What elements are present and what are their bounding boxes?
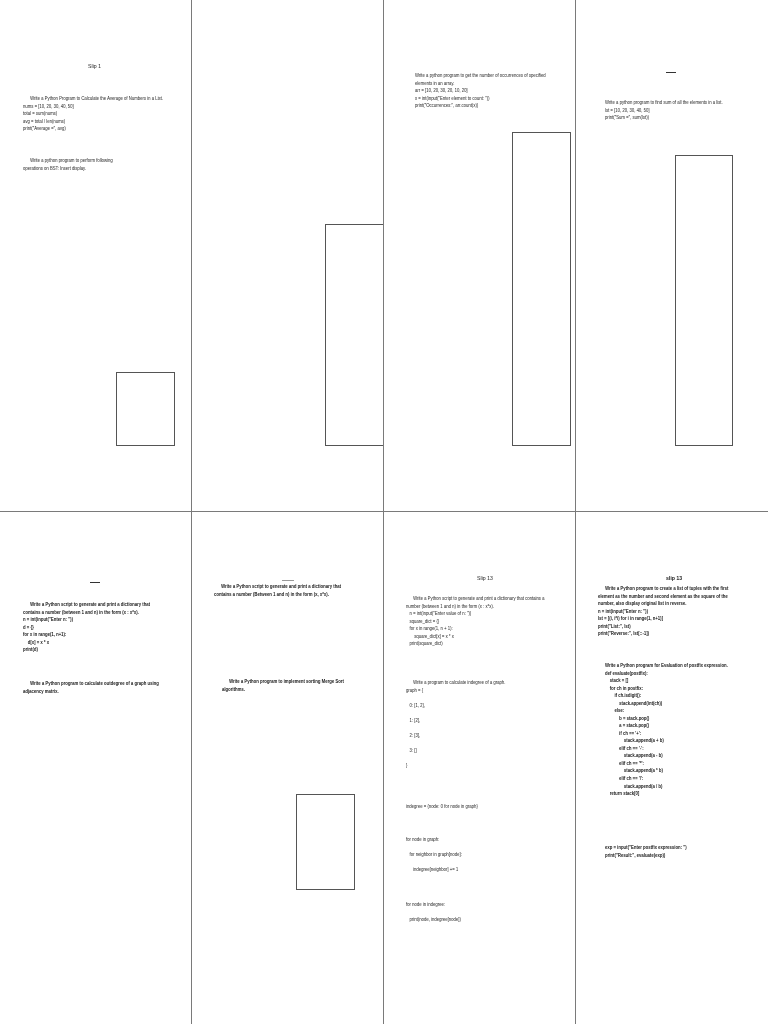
- question-block: Write a python program to perform following operations on BST: Insert display.: [23, 158, 113, 172]
- slip-page-8: [576, 512, 768, 1024]
- code-block: for node in graph: for neighbor in graph[node]: indegree[neighbor] += 1: [406, 837, 462, 874]
- slip-page-3: [384, 0, 576, 512]
- separator-dash: [90, 582, 100, 583]
- question-block: Write a Python program to implement sorting Merge Sort algorithms.: [222, 679, 344, 693]
- answer-box: [325, 224, 384, 446]
- page-title: Slip 1: [88, 64, 101, 70]
- slip-page-2: [192, 0, 384, 512]
- answer-box: [512, 132, 571, 446]
- slip-page-1: [0, 0, 192, 512]
- question-block: Write a Python program for Evaluation of postfix expression. def evaluate(postfix): stack = [] for ch in postfix: if ch.isdigit(): stack.append(int(ch)) else: b = stack.pop() a = stack.pop() if ch == '+': stack.append(a + b) elif ch == '-': stack.append(a - b) elif ch == '*': stack.append(a * b) elif ch == '/': stack.append(a / b) return stack[0]: [605, 663, 728, 798]
- question-block: Write a Python program to calculate outdegree of a graph using adjacency matrix.: [23, 681, 159, 695]
- slip-page-4: [576, 0, 768, 512]
- code-block: indegree = {node: 0 for node in graph}: [406, 804, 478, 810]
- question-block: Write a Python script to generate and print a dictionary that contains a number (between 1 and n) in the form (x : x*x). n = int(input("Enter n: ")) d = {} for x in range(1, n+1): d[x] = x * x print(d): [23, 602, 151, 654]
- question-block: Write a python program to find sum of all the elements in a list. lst = [10, 20, 30, 40, 50] print("Sum =", sum(lst)): [605, 100, 723, 122]
- page-title: Slip 13: [477, 576, 493, 582]
- slip-page-6: [192, 512, 384, 1024]
- separator-dash: [282, 580, 294, 581]
- question-block: Write a Python script to generate and print a dictionary that contains a number (Between 1 and n) in the form (x, x*x).: [214, 584, 342, 598]
- question-block: Write a python program to get the number of occurrences of specified elements in an array. arr = [10, 20, 30, 20, 10, 20] x = int(input("Enter element to count: ")) print("Occurrences:", arr.count(x)): [415, 73, 546, 110]
- question-block: Write a Python program to create a list of tuples with the first element as the number and second element as the square of the number, also display original list in reverse. n = int(input("Enter n: ")) lst = [(i, i*i) for i in range(1, n+1)] print("List:", lst) print("Reverse:", lst[::-1]): [598, 586, 729, 638]
- code-block: for node in indegree: print(node, indegree[node]): [406, 902, 461, 924]
- separator-dash: [666, 72, 676, 73]
- page-title: slip 13: [666, 576, 683, 582]
- question-block: Write a Python Program to Calculate the Average of Numbers in a List. nums = [10, 20, 30, 40, 50] total = sum(nums) avg = total / len(nums) print("Average =", avg): [23, 96, 164, 133]
- answer-box: [116, 372, 175, 446]
- slip-page-5: [0, 512, 192, 1024]
- answer-box: [296, 794, 355, 890]
- slip-page-7: [384, 512, 576, 1024]
- code-block: exp = input("Enter postfix expression: ") print("Result:", evaluate(exp)): [605, 845, 687, 859]
- question-block: Write a program to calculate indegree of a graph. graph = { 0: [1, 2], 1: [2], 2: [3], 3: [] }: [406, 680, 506, 769]
- question-block: Write a Python script to generate and print a dictionary that contains a number (between 1 and n) in the form (x : x*x). n = int(input("Enter value of n: ")) square_dict = {} for x in range(1, n + 1): square_dict[x] = x * x print(square_dict): [406, 596, 545, 648]
- answer-box: [675, 155, 733, 446]
